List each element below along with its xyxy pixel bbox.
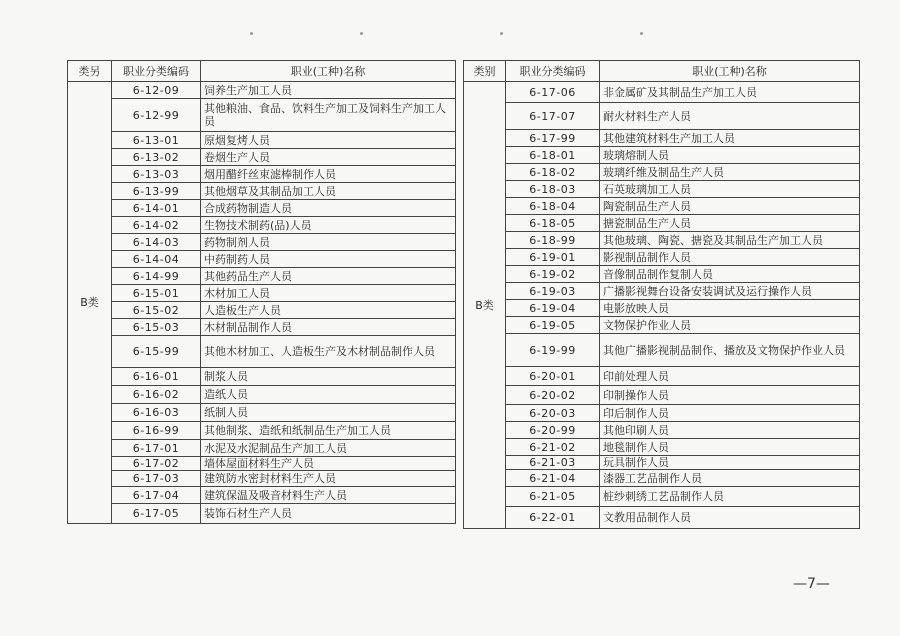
code-cell: 6-20-01 (506, 367, 600, 386)
occupation-name-cell: 玻璃纤维及制品生产人员 (600, 164, 860, 181)
code-cell: 6-17-07 (506, 103, 600, 130)
code-cell: 6-21-03 (506, 456, 600, 470)
table-row (464, 487, 860, 507)
occupation-name-cell: 文教用品制作人员 (600, 507, 860, 529)
code-cell: 6-21-04 (506, 470, 600, 487)
occupation-name-cell: 漆器工艺品制作人员 (600, 470, 860, 487)
code-cell: 6-18-01 (506, 147, 600, 164)
code-cell: 6-21-05 (506, 487, 600, 507)
occupation-name-cell: 印前处理人员 (600, 367, 860, 386)
category-cell: B类 (68, 82, 112, 524)
table-row (68, 200, 456, 217)
code-cell: 6-13-02 (112, 149, 201, 166)
table-row (464, 422, 860, 439)
code-cell: 6-17-01 (112, 440, 201, 457)
occupation-name-cell: 耐火材料生产人员 (600, 103, 860, 130)
code-cell: 6-18-99 (506, 232, 600, 249)
occupation-name-cell: 卷烟生产人员 (201, 149, 456, 166)
occupation-name-cell: 生物技术制药(品)人员 (201, 217, 456, 234)
occupation-name-cell: 其他药品生产人员 (201, 268, 456, 285)
category-cell: B类 (464, 82, 506, 529)
code-cell: 6-19-01 (506, 249, 600, 266)
code-cell: 6-19-02 (506, 266, 600, 283)
occupation-name-cell: 人造板生产人员 (201, 302, 456, 319)
occupation-name-cell: 建筑防水密封材料生产人员 (201, 471, 456, 487)
header-category: 类别 (464, 61, 506, 82)
table-row (464, 367, 860, 386)
occupation-table-right (463, 60, 860, 529)
table-row (68, 268, 456, 285)
occupation-table-left (67, 60, 456, 524)
scan-dots (240, 32, 660, 36)
occupation-name-cell: 建筑保温及吸音材料生产人员 (201, 487, 456, 504)
code-cell: 6-19-05 (506, 317, 600, 334)
code-cell: 6-17-06 (506, 82, 600, 103)
occupation-name-cell: 地毯制作人员 (600, 439, 860, 456)
code-cell: 6-13-01 (112, 132, 201, 149)
code-cell: 6-14-01 (112, 200, 201, 217)
table-row (68, 99, 456, 132)
table-row (68, 404, 456, 422)
table-row (464, 82, 860, 103)
table-row (464, 317, 860, 334)
table-row (464, 405, 860, 422)
table-row (464, 147, 860, 164)
code-cell: 6-20-03 (506, 405, 600, 422)
code-cell: 6-22-01 (506, 507, 600, 529)
occupation-name-cell: 其他粮油、食品、饮料生产加工及饲料生产加工人员 (201, 99, 456, 132)
table-row (464, 334, 860, 367)
table-row (68, 471, 456, 487)
code-cell: 6-16-01 (112, 368, 201, 386)
code-cell: 6-14-99 (112, 268, 201, 285)
table-row (464, 470, 860, 487)
code-cell: 6-13-03 (112, 166, 201, 183)
code-cell: 6-21-02 (506, 439, 600, 456)
code-cell: 6-12-99 (112, 99, 201, 132)
code-cell: 6-18-05 (506, 215, 600, 232)
code-cell: 6-15-03 (112, 319, 201, 336)
code-cell: 6-18-02 (506, 164, 600, 181)
occupation-name-cell: 墙体屋面材料生产人员 (201, 457, 456, 471)
occupation-name-cell: 其他广播影视制品制作、播放及文物保护作业人员 (600, 334, 860, 367)
table-row (68, 487, 456, 504)
occupation-name-cell: 其他制浆、造纸和纸制品生产加工人员 (201, 422, 456, 440)
code-cell: 6-20-99 (506, 422, 600, 439)
occupation-name-cell: 影视制品制作人员 (600, 249, 860, 266)
table-row (68, 368, 456, 386)
table-row (68, 217, 456, 234)
occupation-name-cell: 非金属矿及其制品生产加工人员 (600, 82, 860, 103)
code-cell: 6-19-04 (506, 300, 600, 317)
occupation-name-cell: 木材加工人员 (201, 285, 456, 302)
code-cell: 6-16-99 (112, 422, 201, 440)
table-row (68, 457, 456, 471)
occupation-name-cell: 印制操作人员 (600, 386, 860, 405)
occupation-name-cell: 造纸人员 (201, 386, 456, 404)
code-cell: 6-19-99 (506, 334, 600, 367)
table-header-row (68, 61, 456, 82)
header-code: 职业分类编码 (112, 61, 201, 82)
code-cell: 6-15-02 (112, 302, 201, 319)
table-row (464, 164, 860, 181)
header-name: 职业(工种)名称 (201, 61, 456, 82)
table-row (464, 507, 860, 529)
code-cell: 6-18-03 (506, 181, 600, 198)
table-row (68, 251, 456, 268)
table-row (464, 266, 860, 283)
table-row (464, 386, 860, 405)
code-cell: 6-16-02 (112, 386, 201, 404)
table-row (68, 422, 456, 440)
table-row (68, 336, 456, 368)
occupation-name-cell: 合成药物制造人员 (201, 200, 456, 217)
occupation-name-cell: 制浆人员 (201, 368, 456, 386)
occupation-name-cell: 中药制药人员 (201, 251, 456, 268)
table-row (464, 232, 860, 249)
occupation-name-cell: 其他建筑材料生产加工人员 (600, 130, 860, 147)
table-row (464, 198, 860, 215)
occupation-name-cell: 搪瓷制品生产人员 (600, 215, 860, 232)
occupation-name-cell: 桩纱刺绣工艺品制作人员 (600, 487, 860, 507)
occupation-name-cell: 石英玻璃加工人员 (600, 181, 860, 198)
code-cell: 6-14-04 (112, 251, 201, 268)
occupation-name-cell: 陶瓷制品生产人员 (600, 198, 860, 215)
occupation-name-cell: 药物制剂人员 (201, 234, 456, 251)
table-row (464, 249, 860, 266)
occupation-name-cell: 其他木材加工、人造板生产及木材制品制作人员 (201, 336, 456, 368)
occupation-name-cell: 水泥及水泥制品生产加工人员 (201, 440, 456, 457)
code-cell: 6-18-04 (506, 198, 600, 215)
occupation-name-cell: 其他印刷人员 (600, 422, 860, 439)
table-row (68, 504, 456, 524)
code-cell: 6-14-02 (112, 217, 201, 234)
table-row (68, 440, 456, 457)
code-cell: 6-19-03 (506, 283, 600, 300)
code-cell: 6-20-02 (506, 386, 600, 405)
code-cell: 6-17-03 (112, 471, 201, 487)
code-cell: 6-14-03 (112, 234, 201, 251)
occupation-name-cell: 纸制人员 (201, 404, 456, 422)
table-row (68, 319, 456, 336)
occupation-name-cell: 音像制品制作复制人员 (600, 266, 860, 283)
table-row (68, 386, 456, 404)
occupation-name-cell: 玻璃熔制人员 (600, 147, 860, 164)
table-row (464, 215, 860, 232)
code-cell: 6-12-09 (112, 82, 201, 99)
table-row (464, 456, 860, 470)
occupation-name-cell: 玩具制作人员 (600, 456, 860, 470)
code-cell: 6-16-03 (112, 404, 201, 422)
code-cell: 6-17-99 (506, 130, 600, 147)
code-cell: 6-13-99 (112, 183, 201, 200)
table-row (464, 283, 860, 300)
table-row (464, 181, 860, 198)
header-code: 职业分类编码 (506, 61, 600, 82)
header-category: 类另 (68, 61, 112, 82)
occupation-name-cell: 其他玻璃、陶瓷、搪瓷及其制品生产加工人员 (600, 232, 860, 249)
table-row (464, 130, 860, 147)
occupation-name-cell: 烟用醋纤丝束滤棒制作人员 (201, 166, 456, 183)
table-row (68, 302, 456, 319)
header-name: 职业(工种)名称 (600, 61, 860, 82)
table-row (68, 166, 456, 183)
table-row (68, 149, 456, 166)
occupation-name-cell: 原烟复烤人员 (201, 132, 456, 149)
table-row (68, 183, 456, 200)
occupation-name-cell: 装饰石材生产人员 (201, 504, 456, 524)
code-cell: 6-17-04 (112, 487, 201, 504)
page-number: —7— (793, 576, 830, 592)
table-header-row (464, 61, 860, 82)
code-cell: 6-17-02 (112, 457, 201, 471)
occupation-name-cell: 电影放映人员 (600, 300, 860, 317)
table-row (68, 285, 456, 302)
table-row (464, 439, 860, 456)
table-row (68, 132, 456, 149)
table-row (464, 300, 860, 317)
table-row (68, 234, 456, 251)
occupation-name-cell: 广播影视舞台设备安装调试及运行操作人员 (600, 283, 860, 300)
table-row (464, 103, 860, 130)
table-row (68, 82, 456, 99)
occupation-name-cell: 饲养生产加工人员 (201, 82, 456, 99)
occupation-name-cell: 其他烟草及其制品加工人员 (201, 183, 456, 200)
code-cell: 6-15-01 (112, 285, 201, 302)
occupation-name-cell: 文物保护作业人员 (600, 317, 860, 334)
code-cell: 6-17-05 (112, 504, 201, 524)
occupation-name-cell: 木材制品制作人员 (201, 319, 456, 336)
code-cell: 6-15-99 (112, 336, 201, 368)
occupation-name-cell: 印后制作人员 (600, 405, 860, 422)
